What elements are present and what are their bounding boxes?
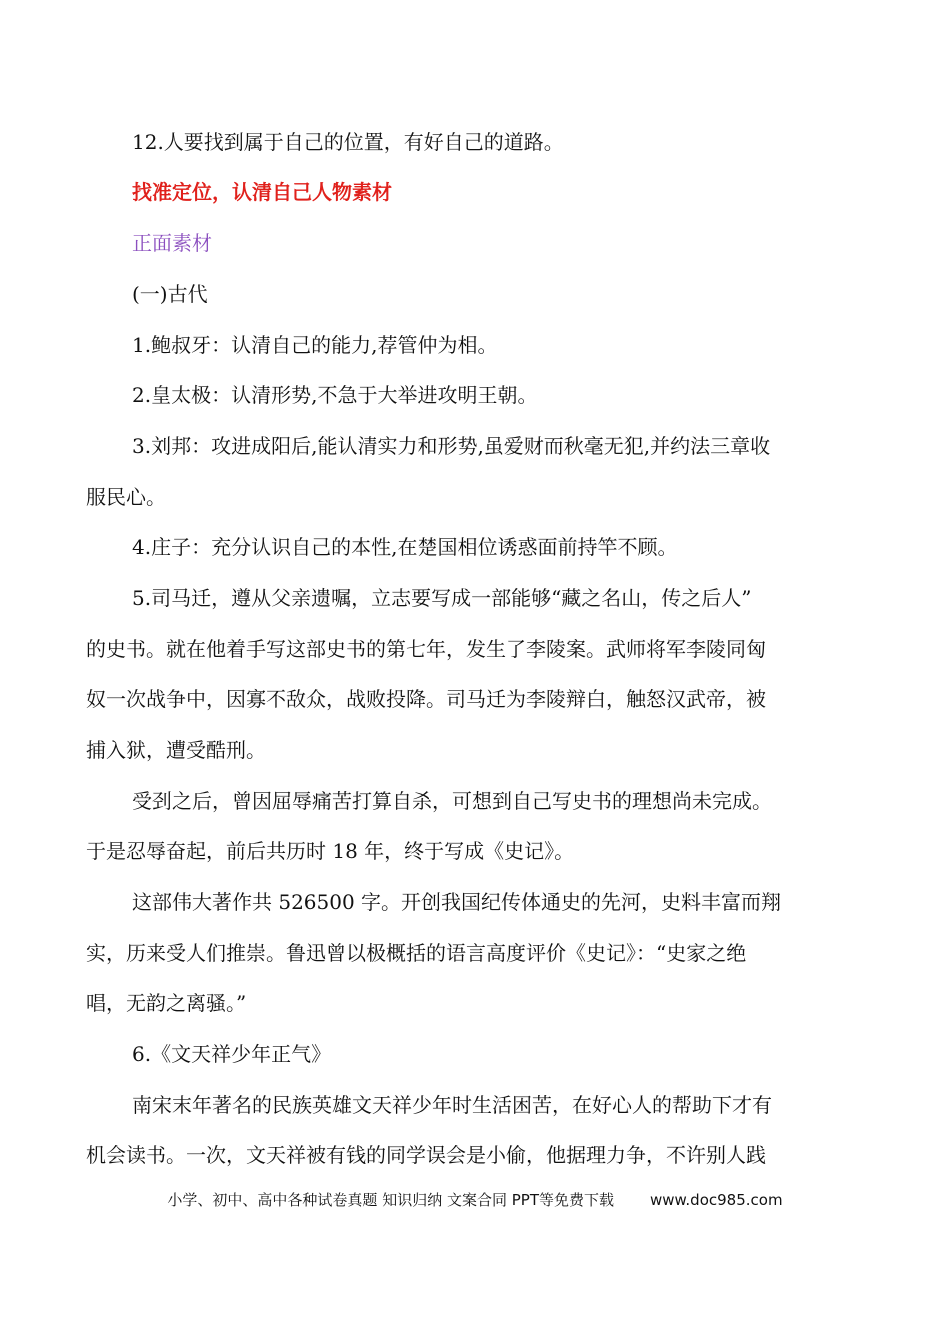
paragraph-line: 3.刘邦：攻进成阳后,能认清实力和形势,虽爱财而秋毫无犯,并约法三章收 [132,434,771,458]
paragraph-line: 实，历来受人们推崇。鲁迅曾以极概括的语言高度评价《史记》：“史家之绝 [86,941,747,965]
paragraph-line: 4.庄子：充分认识自己的本性,在楚国相位诱惑面前持竿不顾。 [132,535,678,559]
paragraph-line: 机会读书。一次，文天祥被有钱的同学误会是小偷，他据理力争，不许别人践 [86,1143,766,1167]
paragraph-line: 捕入狱，遭受酷刑。 [86,738,266,762]
paragraph-line: 5.司马迁，遵从父亲遗嘱，立志要写成一部能够“藏之名山，传之后人” [132,586,752,610]
paragraph-line: 这部伟大著作共 526500 字。开创我国纪传体通史的先河，史料丰富而翔 [132,890,782,914]
paragraph-line: 2.皇太极：认清形势,不急于大举进攻明王朝。 [132,383,538,407]
footer-site-link[interactable]: www.doc985.com [649,1191,783,1209]
paragraph-line: 的史书。就在他着手写这部史书的第七年，发生了李陵案。武师将军李陵同匈 [86,637,766,661]
paragraph-line: 受刭之后，曾因屈辱痛苦打算自杀，可想到自己写史书的理想尚未完成。 [132,789,772,813]
paragraph-line: 1.鲍叔牙：认清自己的能力,荐管仲为相。 [132,333,498,357]
paragraph-line: 奴一次战争中，因寡不敌众，战败投降。司马迁为李陵辩白，触怒汉武帝，被 [86,687,766,711]
paragraph-line: 12.人要找到属于自己的位置，有好自己的道路。 [132,130,564,154]
paragraph-line: 服民心。 [86,485,166,509]
subsection-heading: 正面素材 [132,231,212,255]
paragraph-line: 于是忍辱奋起，前后共历时 18 年，终于写成《史记》。 [86,839,575,863]
paragraph-line: 唱，无韵之离骚。” [86,991,247,1015]
page-footer [0,1190,950,1210]
paragraph-line: 南宋末年著名的民族英雄文天祥少年时生活困苦，在好心人的帮助下才有 [132,1093,772,1117]
paragraph-line: (一)古代 [132,282,208,306]
section-heading: 找准定位，认清自己人物素材 [132,180,392,204]
footer-text: 小学、初中、高中各种试卷真题 知识归纳 文案合同 PPT等免费下载 [167,1191,614,1209]
paragraph-line: 6.《文天祥少年正气》 [132,1042,332,1066]
